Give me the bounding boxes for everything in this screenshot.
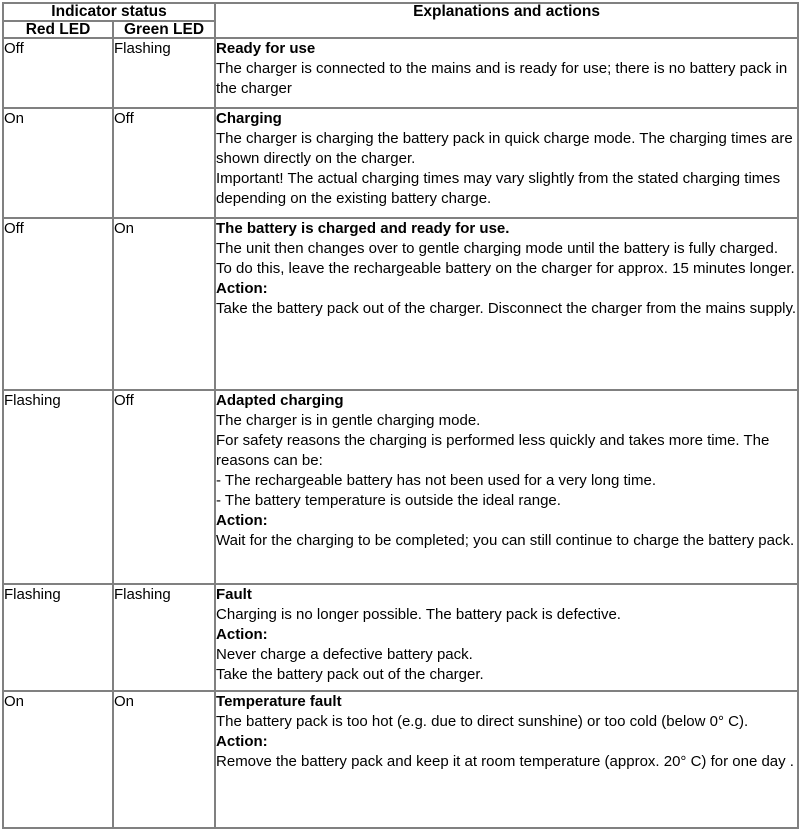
cell-explanation [215, 108, 798, 218]
cell-red-led: Flashing [3, 390, 113, 584]
cell-green-led: On [113, 218, 215, 390]
explanation-paragraph: The charger is connected to the mains and is ready for use; there is no battery pack in the charger [216, 60, 788, 98]
cell-green-led: Flashing [113, 38, 215, 108]
table-row [3, 584, 798, 691]
table-row [3, 691, 798, 828]
table-row [3, 390, 798, 584]
action-label: Action: [216, 626, 268, 644]
table-header [3, 3, 798, 38]
table-row [3, 38, 798, 108]
header-explanations-and-actions: Explanations and actions [215, 3, 798, 38]
cell-explanation [215, 38, 798, 108]
header-row-group [3, 3, 798, 21]
explanation-title: Charging [216, 110, 282, 127]
table-body [3, 38, 798, 828]
header-red-led: Red LED [3, 21, 113, 39]
cell-green-led: Flashing [113, 584, 215, 691]
cell-red-led: On [3, 108, 113, 218]
cell-red-led: Off [3, 218, 113, 390]
cell-explanation [215, 691, 798, 828]
action-label: Action: [216, 280, 268, 298]
explanation-paragraph: To do this, leave the rechargeable battery on the charger for approx. 15 minutes longer. [216, 260, 795, 278]
explanation-paragraph: For safety reasons the charging is performed less quickly and takes more time. The reasons can be: [216, 432, 770, 470]
explanation-paragraph: The charger is charging the battery pack in quick charge mode. The charging times are shown directly on the charger. [216, 130, 793, 168]
action-paragraph: Never charge a defective battery pack. [216, 646, 473, 664]
explanation-paragraph: Important! The actual charging times may vary slightly from the stated charging times depending on the existing battery charge. [216, 170, 781, 208]
cell-explanation [215, 390, 798, 584]
header-indicator-status: Indicator status [3, 3, 215, 21]
action-label: Action: [216, 512, 268, 530]
action-paragraph: Take the battery pack out of the charger. [216, 666, 484, 684]
cell-green-led: Off [113, 108, 215, 218]
explanation-paragraph: The battery pack is too hot (e.g. due to direct sunshine) or too cold (below 0° C). [216, 713, 749, 731]
cell-explanation [215, 218, 798, 390]
action-paragraph: Take the battery pack out of the charger. Disconnect the charger from the mains supply. [216, 300, 797, 318]
explanation-paragraph: - The battery temperature is outside the ideal range. [216, 492, 561, 510]
explanation-paragraph: The charger is in gentle charging mode. [216, 412, 481, 430]
action-paragraph: Remove the battery pack and keep it at room temperature (approx. 20° C) for one day . [216, 753, 794, 771]
cell-green-led: On [113, 691, 215, 828]
table-row [3, 108, 798, 218]
explanation-title: Temperature fault [216, 693, 342, 710]
action-label: Action: [216, 733, 268, 751]
cell-red-led: Flashing [3, 584, 113, 691]
explanation-title: Adapted charging [216, 392, 344, 409]
action-paragraph: Wait for the charging to be completed; you can still continue to charge the battery pack. [216, 532, 795, 550]
cell-red-led: On [3, 691, 113, 828]
cell-explanation [215, 584, 798, 691]
explanation-title: Ready for use [216, 40, 316, 57]
header-green-led: Green LED [113, 21, 215, 39]
explanation-title: Fault [216, 586, 252, 603]
explanation-paragraph: - The rechargeable battery has not been used for a very long time. [216, 472, 656, 490]
cell-red-led: Off [3, 38, 113, 108]
charger-led-status-table [2, 2, 799, 829]
explanation-paragraph: Charging is no longer possible. The battery pack is defective. [216, 606, 621, 624]
explanation-title: The battery is charged and ready for use. [216, 220, 510, 237]
explanation-paragraph: The unit then changes over to gentle charging mode until the battery is fully charged. [216, 240, 779, 258]
cell-green-led: Off [113, 390, 215, 584]
table-row [3, 218, 798, 390]
